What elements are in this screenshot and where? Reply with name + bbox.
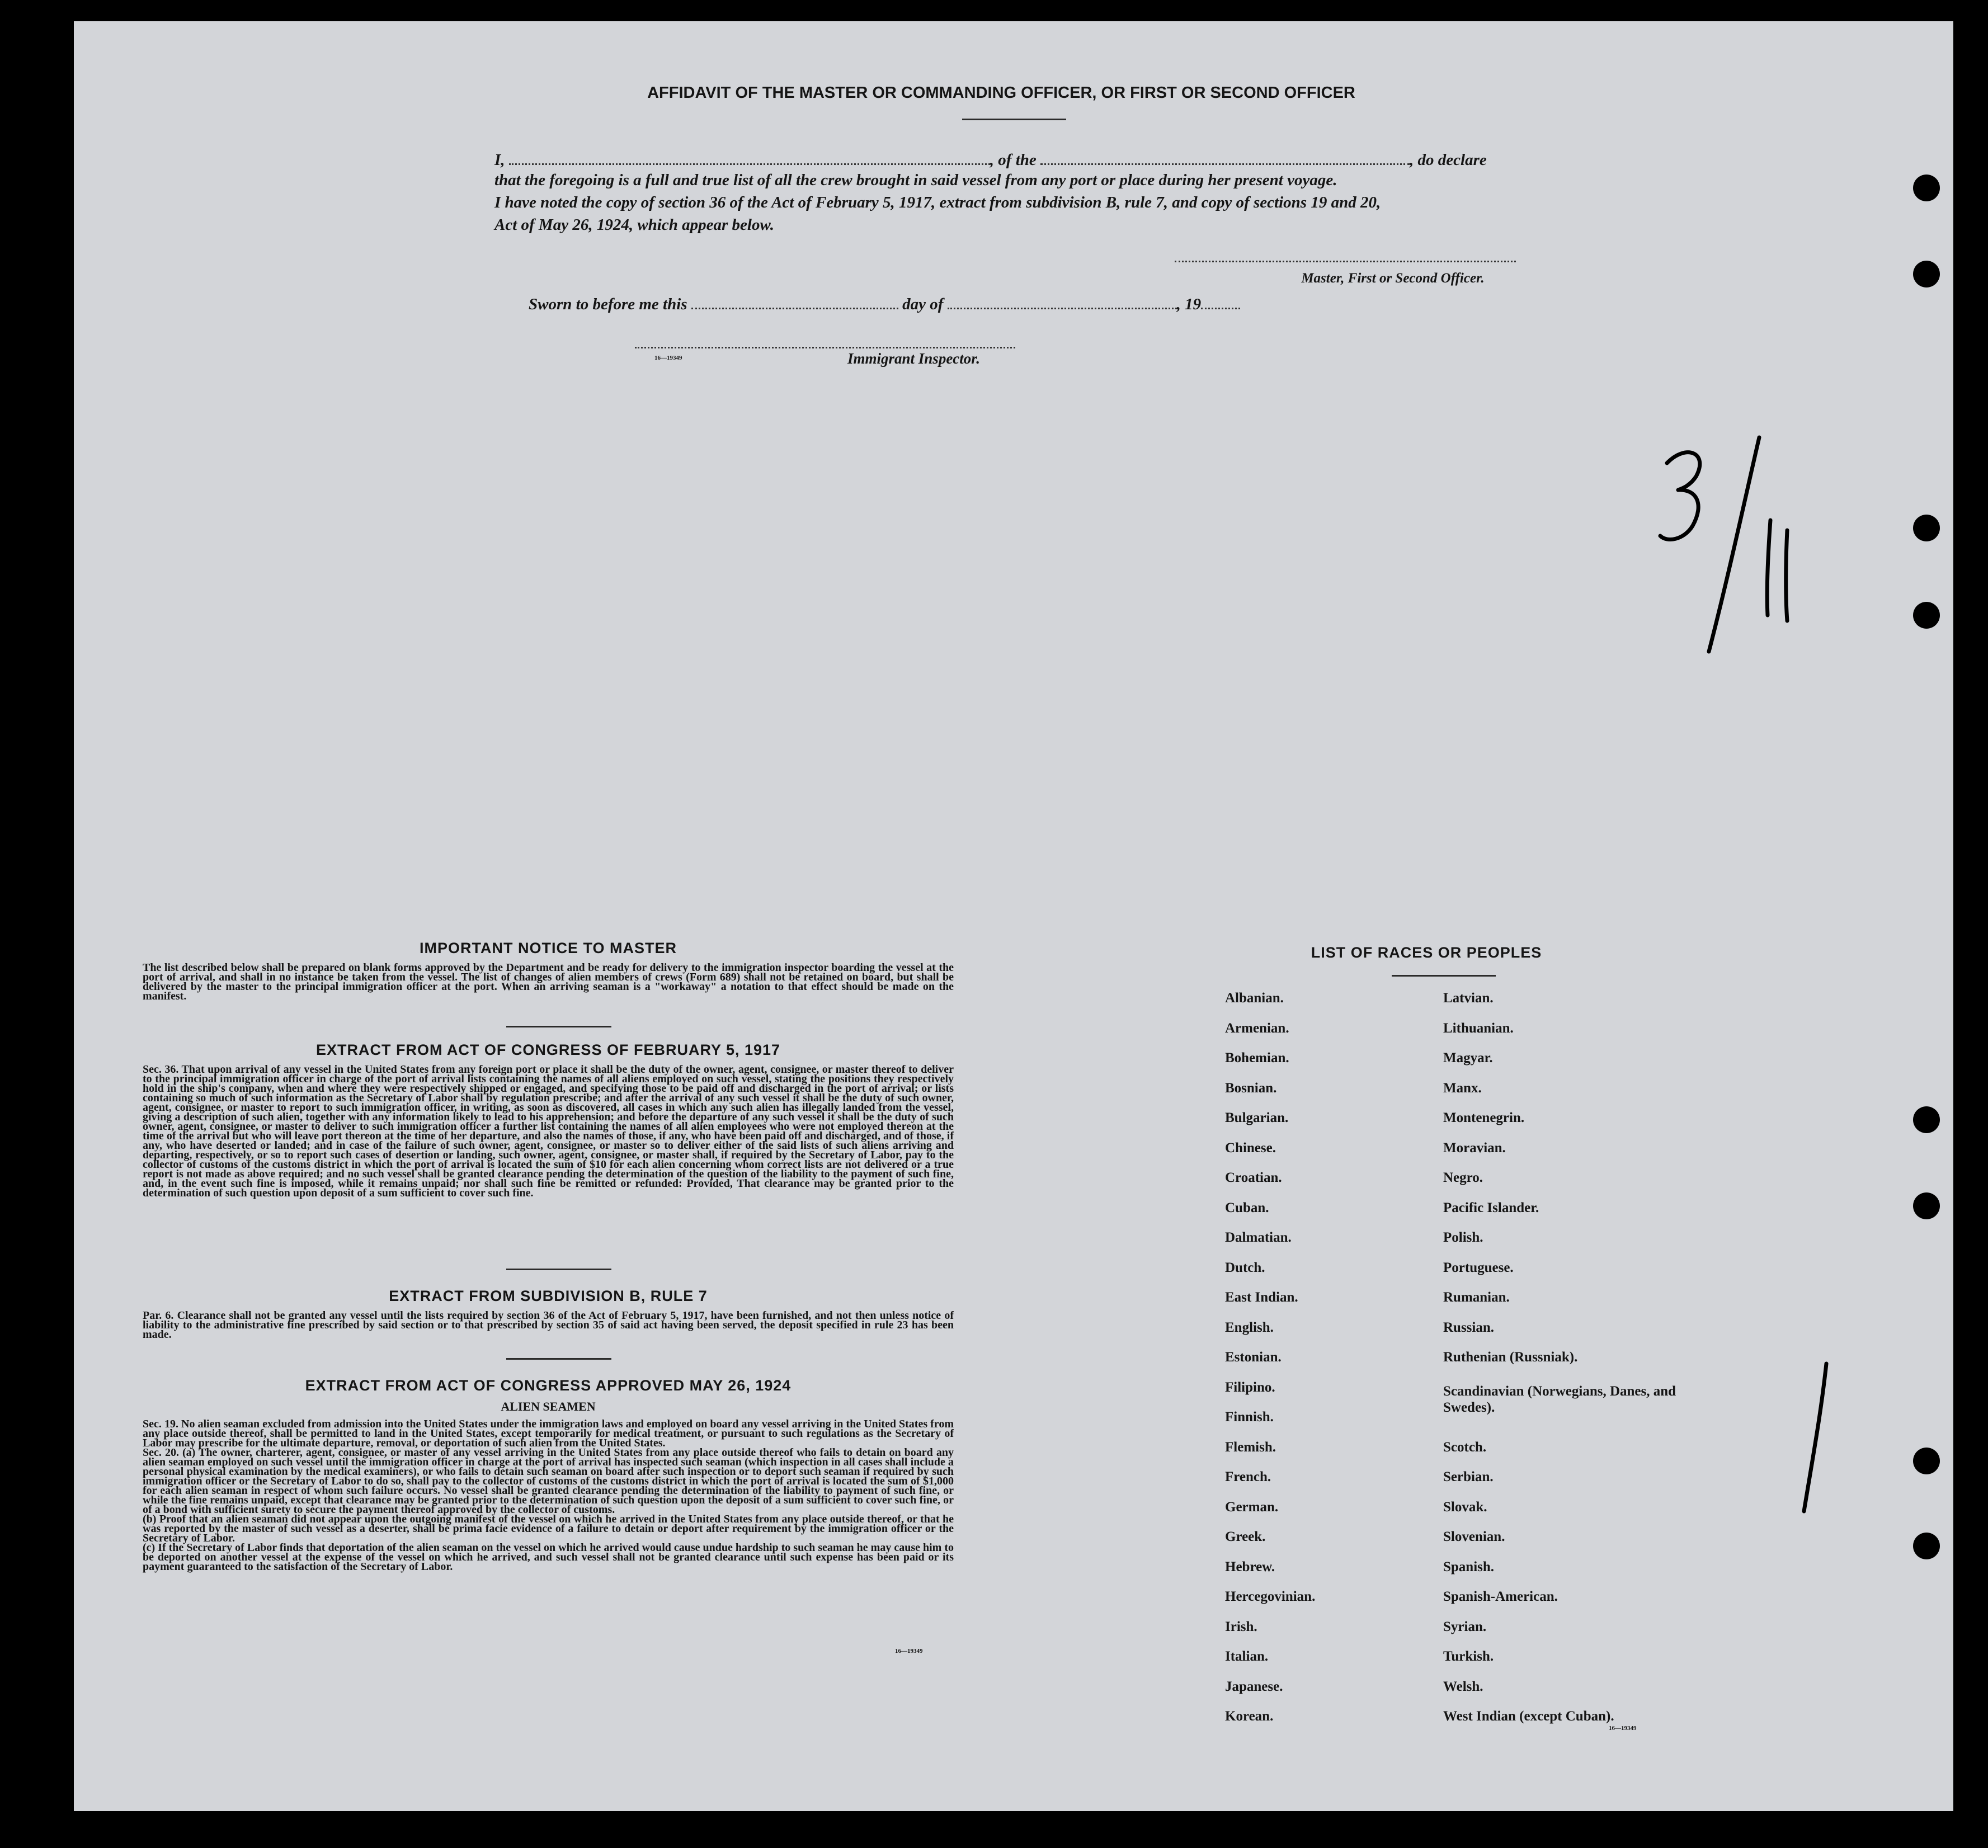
inspector-label: Immigrant Inspector. [847, 350, 981, 367]
races-left-column [1225, 991, 1438, 1739]
race-item: Syrian. [1443, 1619, 1487, 1634]
extract-rule7-body: Par. 6. Clearance shall not be granted any vessel until the lists required by section 36 of the Act of February 5, 1917, have been furnished, and not then unless notice of liability to the administrative fine prescribed by said section or to that prescribed by section 35 of said act having been served, the deposit specified in rule 23 has been made. [143, 1309, 954, 1341]
section-divider [506, 1269, 611, 1270]
handwritten-page-mark [1656, 431, 1801, 654]
binder-hole [1913, 1448, 1940, 1474]
race-item: Scandinavian (Norwegians, Danes, and Swedes). [1443, 1383, 1676, 1415]
race-item: Magyar. [1443, 1050, 1493, 1066]
sworn-prefix: Sworn to before me this [529, 295, 687, 313]
affidavit-line-3: I have noted the copy of section 36 of the Act of February 5, 1917, extract from subdivision B, rule 7, and copy of sections 19 and 20, [494, 194, 1381, 211]
extract-1917-body: Sec. 36. That upon arrival of any vessel in the United States from any foreign port or place it shall be the duty of the owner, agent, consignee, or master thereof to deliver to the principal immigration officer in charge of the port of arrival lists containing the names of all aliens employed on such vessel, stating the positions they respectively hold in the ship's company, when and where they were respectively shipped or engaged, and specifying those to be paid off and discharged in the port of arrival; or lists containing so much of such information as the Secretary of Labor shall by regulation prescribe; and after the arrival of any such vessel it shall be the duty of such owner, agent, consignee, or master to report to such immigration officer, in writing, as soon as discovered, all cases in which any such alien has illegally landed from the vessel, giving a description of such alien, together with any information likely to lead to his apprehension; and before the departure of any such vessel it shall be the duty of such owner, agent, consignee, or master to deliver to such immigration officer a further list containing the names of all alien employees who were not employed thereon at the time of the arrival but who will leave port thereon at the time of her departure, and also the names of those, if any, who have been paid off and discharged, and of those, if any, who have deserted or landed; and in case of the failure of such owner, agent, consignee, or master so to deliver either of the said lists of such aliens arriving and departing, respectively, or so to report such cases of desertion or landing, such owner, agent, consignee, or master shall, if required by the Secretary of Labor, pay to the collector of customs of the customs district in which the port of arrival is located the sum of $10 for each alien concerning whom correct lists are not delivered or a true report is not made as above required; and no such vessel shall be granted clearance pending the determination of the question of the liability to the payment of such fine, and, in the event such fine is imposed, while it remains unpaid; nor shall such fine be remitted or refunded: Provided, That clearance may be granted prior to the determination of such question upon deposit of a sum sufficient to cover such fine. [143, 1063, 954, 1199]
race-item: Hebrew. [1225, 1559, 1275, 1574]
race-item: Japanese. [1225, 1679, 1283, 1694]
race-item: Rumanian. [1443, 1290, 1510, 1305]
race-item: Korean. [1225, 1709, 1274, 1724]
race-item: Pacific Islander. [1443, 1200, 1539, 1215]
race-item: Manx. [1443, 1080, 1482, 1096]
race-item: Estonian. [1225, 1350, 1282, 1365]
race-item: Slovak. [1443, 1499, 1487, 1515]
sec-20c-text: (c) If the Secretary of Labor finds that deportation of the alien seaman on the vessel on which he arrived would cause undue hardship to such seaman he may cause him to be deported on another vessel at the expense of the vessel on which he arrived, and such vessel shall not be granted clearance until such expense has been paid or its payment guaranteed to the satisfaction of the Secretary of Labor. [143, 1541, 954, 1573]
sec-20b-text: (b) Proof that an alien seaman did not appear upon the outgoing manifest of the vessel on which he arrived in the United States from any place outside thereof, or that he was reported by the master of such vessel as a deserter, shall be prima facie evidence of a failure to detain or deport after requirement by the immigration officer or the Secretary of Labor. [143, 1513, 954, 1544]
race-item: Slovenian. [1443, 1529, 1505, 1544]
binder-hole [1913, 602, 1940, 629]
sworn-year-blank[interactable] [1201, 293, 1240, 309]
master-signature-label: Master, First or Second Officer. [1301, 271, 1485, 286]
extract-1924-title: EXTRACT FROM ACT OF CONGRESS APPROVED MAY 26, 1924 [305, 1377, 792, 1394]
race-item: Irish. [1225, 1619, 1257, 1634]
extract-form-number: 16—19349 [895, 1648, 923, 1654]
affidavit-line-4: Act of May 26, 1924, which appear below. [494, 216, 774, 234]
race-item: Moravian. [1443, 1140, 1506, 1156]
binder-hole [1913, 1533, 1940, 1559]
affidavit-declare: , do declare [1410, 151, 1487, 169]
master-signature-blank[interactable] [1175, 261, 1516, 262]
section-divider [506, 1026, 611, 1027]
affidavit-title: AFFIDAVIT OF THE MASTER OR COMMANDING OFFICER, OR FIRST OR SECOND OFFICER [647, 84, 1355, 102]
race-item: Polish. [1443, 1230, 1483, 1245]
sec-20a-text: Sec. 20. (a) The owner, charterer, agent, consignee, or master of any vessel arriving in the United States from any place outside thereof who fails to detain on board any alien seaman employed on such vessel until the immigration officer in charge at the port of arrival has inspected such seaman (which inspection in all cases shall include a personal physical examination by the medical examiners), or who fails to detain such seaman on board after such inspection or to deport such seaman if required by such immigration officer or the Secretary of Labor to do so, shall pay to the collector of customs of the customs district in which the port of arrival is located the sum of $1,000 for each alien seaman in respect of whom such failure occurs. No vessel shall be granted clearance pending the determination of the liability to payment of such fine, or while the fine remains unpaid, except that clearance may be granted prior to the determination of such question upon the deposit of a sum sufficient to cover such fine, or of a bond with sufficient surety to secure the payment thereof approved by the collector of customs. [143, 1446, 954, 1516]
race-item: German. [1225, 1499, 1279, 1515]
vessel-name-blank[interactable] [1040, 149, 1410, 165]
race-item: East Indian. [1225, 1290, 1298, 1305]
race-item: Albanian. [1225, 991, 1284, 1006]
race-item: Ruthenian (Russniak). [1443, 1350, 1578, 1365]
race-item: English. [1225, 1319, 1274, 1335]
extract-1924-body [143, 1420, 954, 1572]
sworn-day-blank[interactable] [691, 293, 898, 309]
affidavit-line-1 [494, 149, 1541, 169]
notice-title: IMPORTANT NOTICE TO MASTER [420, 940, 677, 956]
binder-hole [1913, 261, 1940, 287]
binder-hole [1913, 1106, 1940, 1133]
race-item: Scotch. [1443, 1439, 1487, 1455]
race-item: Greek. [1225, 1529, 1266, 1544]
race-item: Bosnian. [1225, 1080, 1277, 1096]
race-item: Chinese. [1225, 1140, 1276, 1156]
race-item: Russian. [1443, 1319, 1495, 1335]
race-item: Welsh. [1443, 1679, 1483, 1694]
race-item: Latvian. [1443, 991, 1494, 1006]
affidavit-of-the: , of the [990, 151, 1037, 169]
races-right-column [1443, 991, 1678, 1739]
sec-19-text: Sec. 19. No alien seaman excluded from admission into the United States under the immigration laws and employed on board any vessel arriving in the United States from any place outside thereof, shall be permitted to land in the United States, except temporarily for medical treatment, or pursuant to such regulations as the Secretary of Labor may prescribe for the ultimate departure, removal, or deportation of such alien from the United States. [143, 1418, 954, 1449]
race-item: Cuban. [1225, 1200, 1269, 1215]
affidavit-form-number: 16—19349 [654, 355, 682, 361]
race-item: Dutch. [1225, 1260, 1265, 1275]
race-item: French. [1225, 1469, 1271, 1484]
race-item: Serbian. [1443, 1469, 1494, 1484]
binder-hole [1913, 1192, 1940, 1219]
race-item: Turkish. [1443, 1649, 1494, 1664]
title-divider [962, 119, 1066, 120]
race-item: Bulgarian. [1225, 1110, 1289, 1125]
sworn-month-blank[interactable] [948, 293, 1177, 309]
affidavit-line-2: that the foregoing is a full and true list of all the crew brought in said vessel from any port or place during her present voyage. [494, 171, 1337, 189]
binder-hole [1913, 175, 1940, 201]
races-form-number: 16—19349 [1609, 1725, 1637, 1732]
race-item: Portuguese. [1443, 1260, 1514, 1275]
race-item: Finnish. [1225, 1409, 1274, 1425]
notice-body: The list described below shall be prepared on blank forms approved by the Department and be ready for delivery to the immigration inspector boarding the vessel at the port of arrival, and shall in no instance be taken from the vessel. The list of changes of alien members of crews (Form 689) shall not be retained on board, but shall be delivered by the master to the principal immigration officer at the port. When an arriving seaman is a "workaway" a notation to that effect should be made on the manifest. [143, 961, 954, 1002]
extract-1917-title: EXTRACT FROM ACT OF CONGRESS OF FEBRUARY 5, 1917 [315, 1041, 781, 1058]
race-item: Montenegrin. [1443, 1110, 1525, 1125]
extract-rule7-title: EXTRACT FROM SUBDIVISION B, RULE 7 [389, 1288, 708, 1304]
race-item: Armenian. [1225, 1020, 1289, 1036]
race-item: West Indian (except Cuban). [1443, 1709, 1614, 1724]
race-item: Filipino. [1225, 1379, 1275, 1395]
sworn-line [529, 293, 1424, 314]
binder-hole [1913, 515, 1940, 541]
race-item: Dalmatian. [1225, 1230, 1292, 1245]
races-title: LIST OF RACES OR PEOPLES [1311, 944, 1542, 961]
master-name-blank[interactable] [509, 149, 990, 165]
race-item: Croatian. [1225, 1170, 1282, 1185]
races-divider [1392, 975, 1496, 977]
section-divider [506, 1358, 611, 1360]
affidavit-i: I, [494, 151, 505, 169]
race-item: Negro. [1443, 1170, 1483, 1185]
race-item: Spanish. [1443, 1559, 1495, 1574]
race-item: Lithuanian. [1443, 1020, 1514, 1036]
race-item: Flemish. [1225, 1439, 1276, 1455]
extract-1924-subtitle: ALIEN SEAMEN [501, 1399, 596, 1413]
race-item: Bohemian. [1225, 1050, 1289, 1066]
race-item: Italian. [1225, 1649, 1269, 1664]
sworn-year: , 19 [1176, 295, 1202, 313]
race-item: Hercegovinian. [1225, 1589, 1316, 1604]
inspector-signature-blank[interactable] [635, 347, 1015, 348]
race-item: Spanish-American. [1443, 1589, 1558, 1604]
handwritten-tally-mark [1798, 1359, 1832, 1516]
sworn-day-of: day of [902, 295, 944, 313]
